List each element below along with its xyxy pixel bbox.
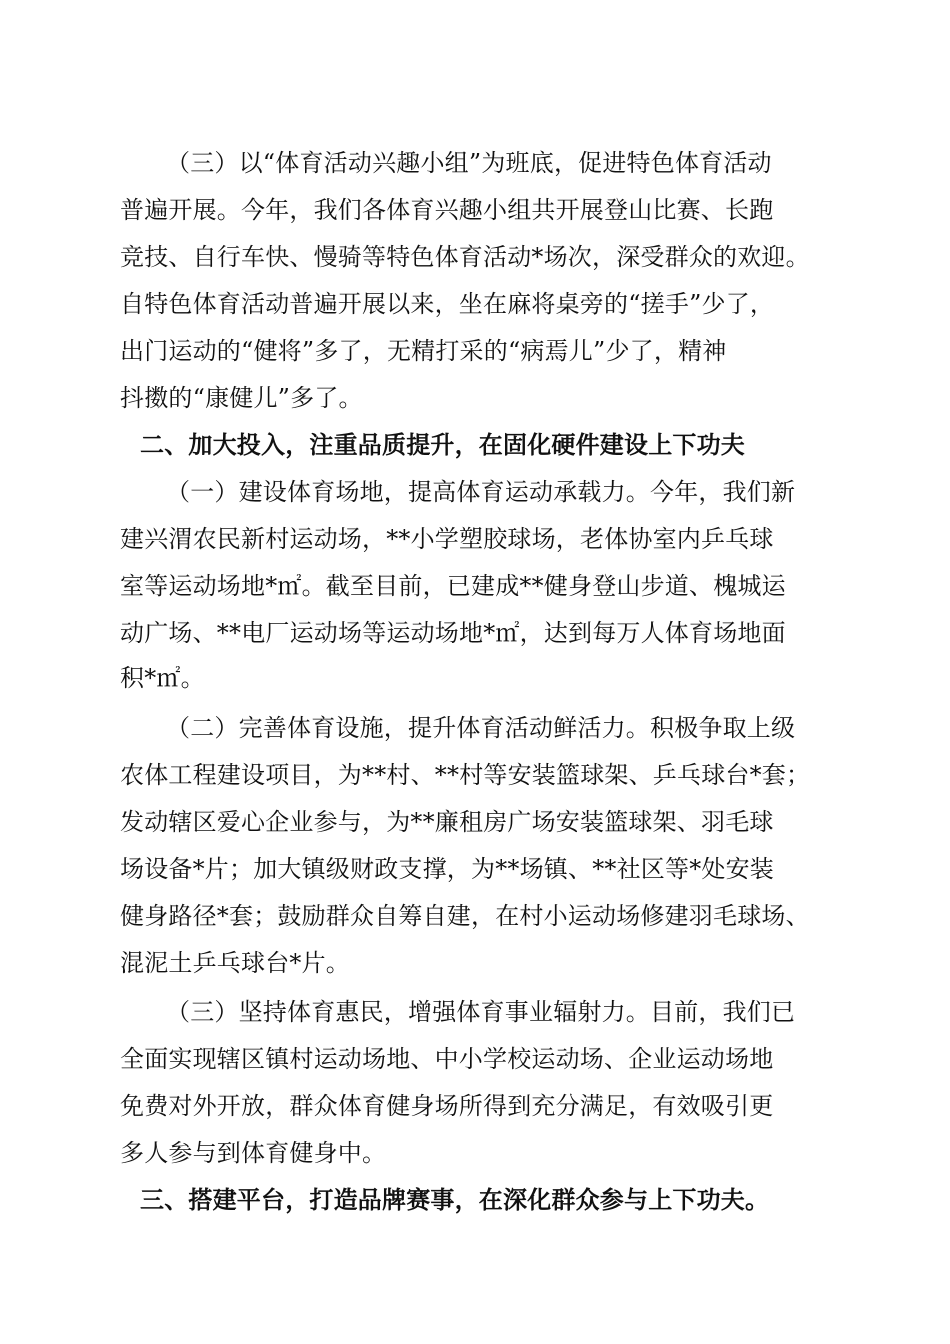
paragraph-line: 竞技、自行车快、慢骑等特色体育活动*场次，深受群众的欢迎。 — [120, 243, 810, 271]
paragraph-line: 积*㎡。 — [120, 664, 205, 692]
paragraph-line: 普遍开展。今年，我们各体育兴趣小组共开展登山比赛、长跑 — [120, 196, 774, 224]
paragraph-line: 动广场、**电厂运动场等运动场地*㎡，达到每万人体育场地面 — [120, 619, 786, 647]
paragraph-line: 建兴渭农民新村运动场，**小学塑胶球场，老体协室内乒乓球 — [120, 525, 774, 553]
paragraph-line: （一）建设体育场地，提高体育运动承载力。今年，我们新 — [166, 478, 796, 506]
paragraph-line: （三）以“体育活动兴趣小组”为班底，促进特色体育活动 — [166, 149, 772, 177]
paragraph-line: 农体工程建设项目，为**村、**村等安装篮球架、乒乓球台*套； — [120, 761, 811, 789]
section-heading: 三、搭建平台，打造品牌赛事，在深化群众参与上下功夫。 — [140, 1186, 770, 1214]
paragraph-line: 抖擞的“康健儿”多了。 — [120, 384, 363, 412]
paragraph-line: 免费对外开放，群众体育健身场所得到充分满足，有效吸引更 — [120, 1092, 774, 1120]
paragraph-line: 室等运动场地*㎡。截至目前，已建成**健身登山步道、槐城运 — [120, 572, 786, 600]
paragraph-line: 出门运动的“健将”多了，无精打采的“病焉儿”少了，精神 — [120, 337, 727, 365]
paragraph-line: 多人参与到体育健身中。 — [120, 1139, 387, 1167]
paragraph-line: 混泥土乒乓球台*片。 — [120, 949, 350, 977]
paragraph-line: 健身路径*套；鼓励群众自筹自建，在村小运动场修建羽毛球场、 — [120, 902, 810, 930]
paragraph-line: 场设备*片；加大镇级财政支撑，为**场镇、**社区等*处安装 — [120, 855, 774, 883]
paragraph-line: 发动辖区爱心企业参与，为**廉租房广场安装篮球架、羽毛球 — [120, 808, 774, 836]
paragraph-line: （三）坚持体育惠民，增强体育事业辐射力。目前，我们已 — [166, 998, 796, 1026]
paragraph-line: （二）完善体育设施，提升体育活动鲜活力。积极争取上级 — [166, 714, 796, 742]
paragraph-line: 全面实现辖区镇村运动场地、中小学校运动场、企业运动场地 — [120, 1045, 774, 1073]
paragraph-line: 自特色体育活动普遍开展以来，坐在麻将桌旁的“搓手”少了， — [120, 290, 775, 318]
section-heading: 二、加大投入，注重品质提升，在固化硬件建设上下功夫 — [140, 431, 745, 459]
